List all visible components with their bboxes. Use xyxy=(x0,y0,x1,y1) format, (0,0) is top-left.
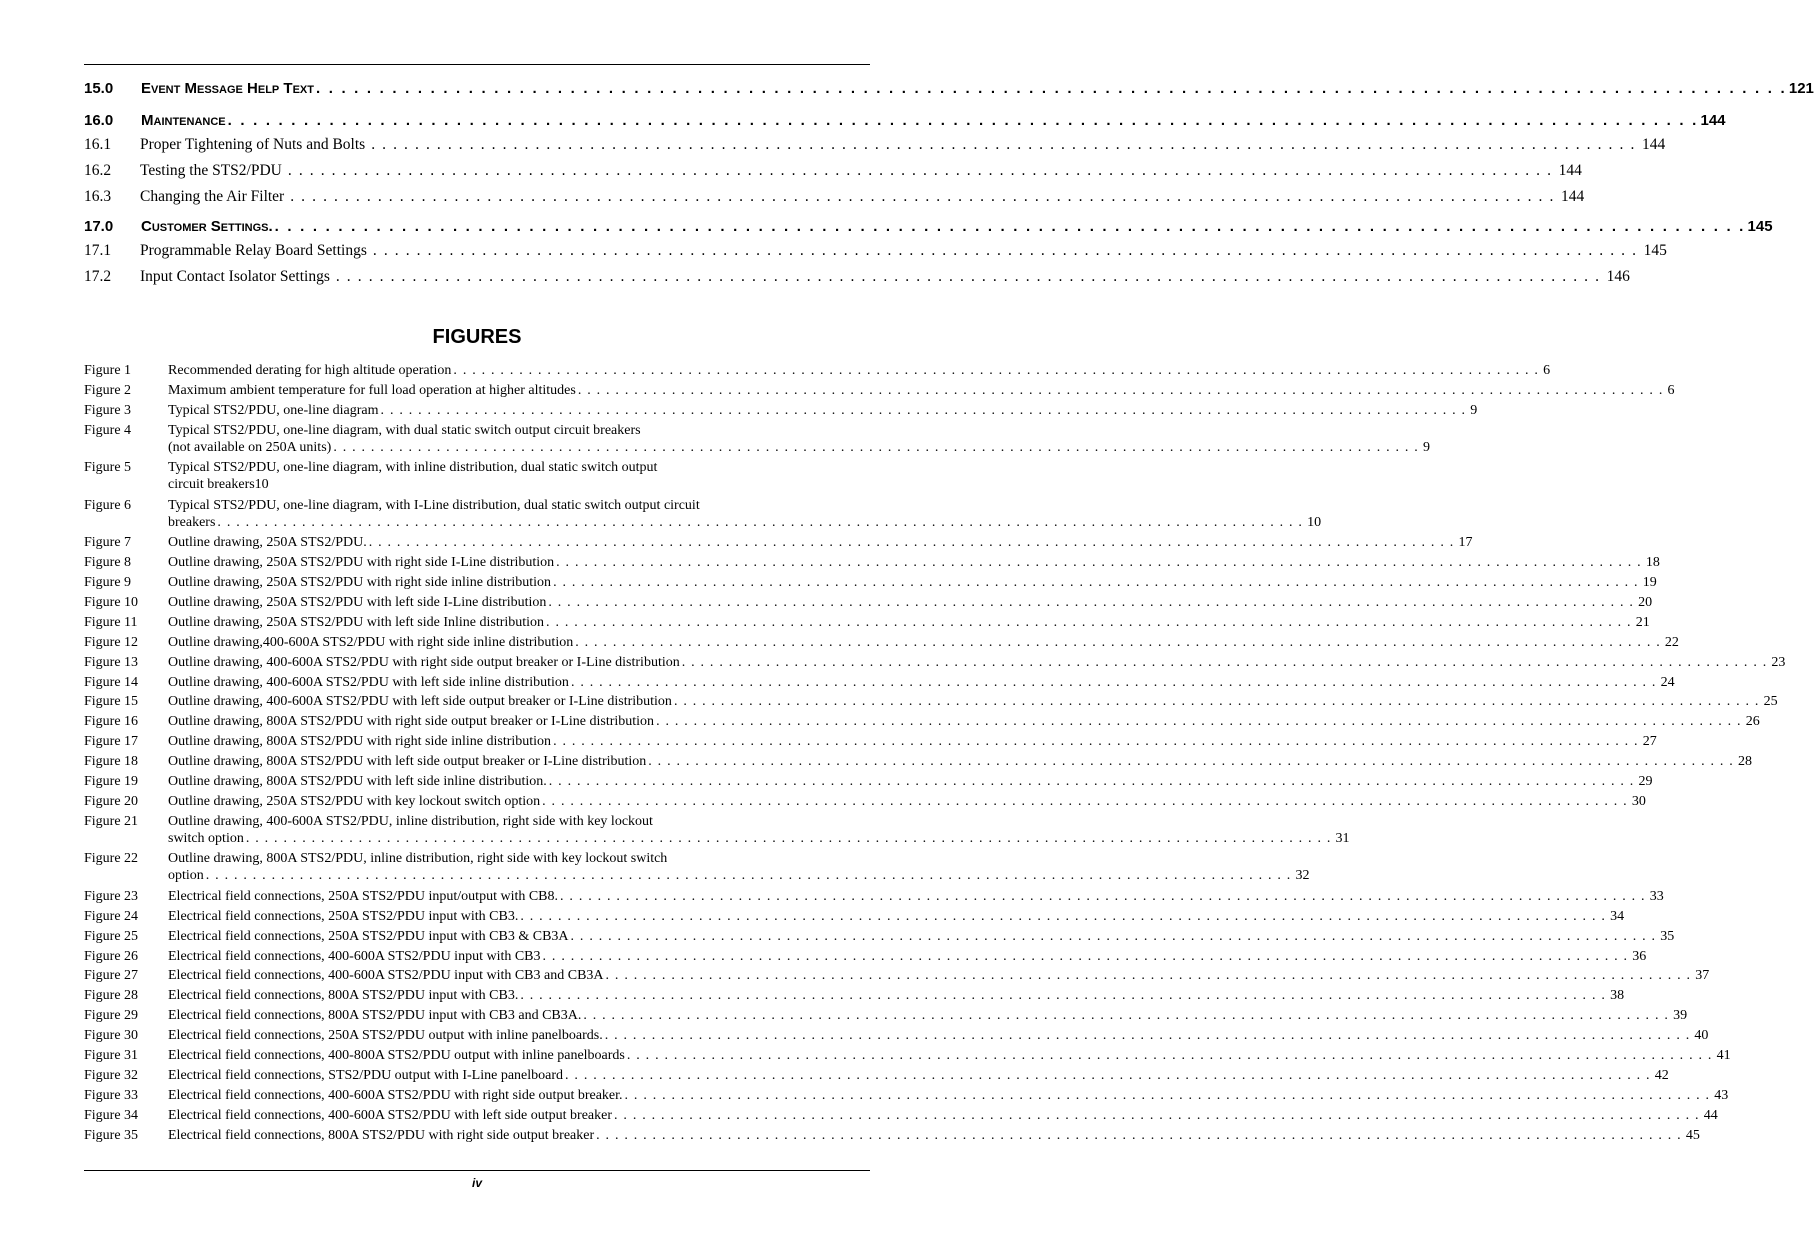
figure-page-number: 33 xyxy=(1649,888,1664,904)
figure-label: Figure 32 xyxy=(84,1067,139,1083)
figure-title: breakers xyxy=(168,514,216,530)
figure-title-line xyxy=(168,733,1657,750)
section-title: Event Message Help Text xyxy=(141,80,314,97)
figure-entry[interactable] xyxy=(84,382,1675,399)
dot-leader: . . . . . . . . . . . . . . . . . . . . . . . . . . . . . . . . . . . . . . . . . . . . . . . . . . . . . . . . . . . . . . . . . . . . . . . . . . . . . . . . . . . . . . . . . . . . . . . . . . . . . . . . . . . . . . . . . . . . xyxy=(553,575,1639,590)
figure-title: Electrical field connections, 250A STS2/PDU input with CB3. xyxy=(168,908,519,924)
figure-title-line xyxy=(168,1127,1700,1144)
figure-entry[interactable] xyxy=(84,634,1679,651)
figure-label: Figure 35 xyxy=(84,1127,139,1143)
figure-title: Outline drawing, 250A STS2/PDU with key lockout switch option xyxy=(168,793,541,809)
figure-title: Electrical field connections, 250A STS2/PDU output with inline panelboards. xyxy=(168,1028,603,1044)
figure-page-number: 40 xyxy=(1694,1028,1709,1044)
figure-label: Figure 14 xyxy=(84,674,139,690)
figure-title-line xyxy=(168,793,1646,810)
figure-page-number: 25 xyxy=(1763,694,1778,710)
figure-label: Figure 8 xyxy=(84,555,132,571)
dot-leader: . . . . . . . . . . . . . . . . . . . . . . . . . . . . . . . . . . . . . . . . . . . . . . . . . . . . . . . . . . . . . . . . . . . . . . . . . . . . . . . . . . . . . . . . . . . . . . . . . . . . . . . . . . . . . . . . . . . . xyxy=(605,968,1692,984)
figure-page-number: 29 xyxy=(1638,774,1653,789)
figure-entry[interactable] xyxy=(84,574,1657,591)
figure-label: Figure 22 xyxy=(84,851,139,867)
toc-subsection-entry[interactable] xyxy=(84,188,1585,206)
figure-entry[interactable] xyxy=(84,497,1322,531)
figure-entry[interactable] xyxy=(84,614,1650,631)
dot-leader: . . . . . . . . . . . . . . . . . . . . . . . . . . . . . . . . . . . . . . . . . . . . . . . . . . . . . . . . . . . . . . . . . . . . . . . . . . . . . . . . . . . . . . . . . . . . . . . . . . . . . . . . . . . . . . . . . . . . xyxy=(583,1008,1670,1024)
figures-heading: FIGURES xyxy=(432,326,522,348)
figure-label: Figure 30 xyxy=(84,1028,139,1044)
dot-leader: . . . . . . . . . . . . . . . . . . . . . . . . . . . . . . . . . . . . . . . . . . . . . . . . . . . . . . . . . . . . . . . . . . . . . . . . . . . . . . . . . . . . . . . . . . . . . . . . . . . . . . . . . . . . . . . . . . . . xyxy=(287,162,1553,179)
figure-entry[interactable] xyxy=(84,654,1786,671)
figure-page-number: 35 xyxy=(1660,928,1675,944)
dot-leader: . . . . . . . . . . . . . . . . . . . . . . . . . . . . . . . . . . . . . . . . . . . . . . . . . . . . . . . . . . . . . . . . . . . . . . . . . . . . . . . . . . . . . . . . . . . . . . . . . . . . . . . . . . . . . . . . . . . . xyxy=(520,908,1607,924)
figure-entry[interactable] xyxy=(84,693,1778,710)
figure-entry[interactable] xyxy=(84,1067,1669,1084)
dot-leader: . . . . . . . . . . . . . . . . . . . . . . . . . . . . . . . . . . . . . . . . . . . . . . . . . . . . . . . . . . . . . . . . . . . . . . . . . . . . . . . . . . . . . . . . . . . . . . . . . . . . . . . . . . . . . . . . . . . . xyxy=(553,734,1639,750)
figure-title: Typical STS2/PDU, one-line diagram, with inline distribution, dual static switch output xyxy=(168,460,658,476)
dot-leader: . . . . . . . . . . . . . . . . . . . . . . . . . . . . . . . . . . . . . . . . . . . . . . . . . . . . . . . . . . . . . . . . . . . . . . . . . . . . . . . . . . . . . . . . . . . . . . . . . . . . . . . . . . . . . . . . . . . . xyxy=(565,1067,1651,1083)
dot-leader: . . . . . . . . . . . . . . . . . . . . . . . . . . . . . . . . . . . . . . . . . . . . . . . . . . . . . . . . . . . . . . . . . . . . . . . . . . . . . . . . . . . . . . . . . . . . . . . . . . . . . . . . . . . . . . . . . . . . xyxy=(372,242,1638,259)
figure-title-line xyxy=(168,908,1625,925)
dot-leader: . . . . . . . . . . . . . . . . . . . . . . . . . . . . . . . . . . . . . . . . . . . . . . . . . . . . . . . . . . . . . . . . . . . . . . . . . . . . . . . . . . . . . . . . . . . . . . . . . . . . . . . . . . . . . . . . . . . . xyxy=(648,754,1734,770)
figure-page-number: 6 xyxy=(1667,382,1675,398)
subsection-number: 16.2 xyxy=(84,162,112,179)
figure-entry[interactable] xyxy=(84,713,1760,730)
figure-title-line xyxy=(168,674,1675,691)
figure-title-line xyxy=(168,594,1653,611)
section-page-number: 144 xyxy=(1700,112,1726,129)
figure-page-number: 20 xyxy=(1638,594,1653,610)
figure-title: Outline drawing, 400-600A STS2/PDU with left side inline distribution xyxy=(168,674,569,690)
toc-subsection-entry[interactable] xyxy=(84,136,1666,154)
figure-title: option xyxy=(168,868,204,884)
section-number: 17.0 xyxy=(84,218,114,235)
dot-leader: . . . . . . . . . . . . . . . . . . . . . . . . . . . . . . . . . . . . . . . . . . . . . . . . . . . . . . . . . . . . . . . . . . . . . . . . . . . . . . . . . . . . . . . . . . . . . . . . . . . . . . . . . . . . . . . . . . . . xyxy=(548,594,1635,610)
figure-page-number: 32 xyxy=(1295,868,1310,884)
figure-page-number: 27 xyxy=(1642,734,1657,750)
subsection-page-number: 146 xyxy=(1606,268,1630,285)
figure-title: (not available on 250A units) xyxy=(168,439,332,455)
figure-label: Figure 9 xyxy=(84,575,132,590)
figure-title-line xyxy=(168,753,1752,770)
figure-page-number: 19 xyxy=(1642,575,1657,590)
figure-title: Electrical field connections, 400-600A STS2/PDU input with CB3 xyxy=(168,948,541,964)
dot-leader: . . . . . . . . . . . . . . . . . . . . . . . . . . . . . . . . . . . . . . . . . . . . . . . . . . . . . . . . . . . . . . . . . . . . . . . . . . . . . . . . . . . . . . . . . . . . . . . . . . . . . . . . . . . . . . . . . . . . xyxy=(570,674,1657,690)
figure-title: Outline drawing, 400-600A STS2/PDU with left side output breaker or I-Line distribution xyxy=(168,694,672,710)
figure-entry[interactable] xyxy=(84,967,1710,984)
figure-entry[interactable] xyxy=(84,1087,1729,1104)
dot-leader: . . . . . . . . . . . . . . . . . . . . . . . . . . . . . . . . . . . . . . . . . . . . . . . . . . . . . . . . . . . . . . . . . . . . . . . . . . . . . . . . . . . . . . . . . . . . . . . . . . . . . . . . . . . . . . . . . . . . xyxy=(542,793,1628,809)
figure-label: Figure 10 xyxy=(84,594,139,610)
figure-page-number: 31 xyxy=(1335,830,1350,846)
figure-page-number: 45 xyxy=(1685,1127,1700,1143)
figure-label: Figure 11 xyxy=(84,614,138,630)
figure-title: circuit breakers10 xyxy=(168,477,269,493)
figure-page-number: 28 xyxy=(1737,754,1752,770)
figure-title-line xyxy=(168,850,870,867)
section-page-number: 121 xyxy=(1788,80,1814,97)
figure-title: Outline drawing, 250A STS2/PDU with right side I-Line distribution xyxy=(168,555,555,571)
toc-subsection-entry[interactable] xyxy=(84,242,1667,260)
figure-label: Figure 29 xyxy=(84,1008,139,1024)
figure-entry[interactable] xyxy=(84,987,1625,1004)
figure-title-line xyxy=(168,813,870,830)
figure-title-line xyxy=(168,948,1647,965)
toc-section-entry[interactable] xyxy=(84,112,1726,129)
figure-title: Outline drawing, 800A STS2/PDU with right side output breaker or I-Line distribution xyxy=(168,714,655,730)
subsection-page-number: 144 xyxy=(1558,162,1582,179)
figure-label: Figure 21 xyxy=(84,813,139,829)
dot-leader: . . . . . . . . . . . . . . . . . . . . . . . . . . . . . . . . . . . . . . . . . . . . . . . . . . . . . . . . . . . . . . . . . . . . . . . . . . . . . . . . . . . . . . . . . . . . . . . . . . . . . . . . . . . . . . . . . . . . xyxy=(575,634,1661,650)
page-number: iv xyxy=(471,1176,482,1190)
dot-leader: . . . . . . . . . . . . . . . . . . . . . . . . . . . . . . . . . . . . . . . . . . . . . . . . . . . . . . . . . . . . . . . . . . . . . . . . . . . . . . . . . . . . . . . . . . . . . . . . . . . . . . . . . . . . . . . . . . . . xyxy=(560,888,1646,904)
figure-title-line xyxy=(168,928,1675,945)
subsection-number: 16.3 xyxy=(84,188,112,205)
figure-entry[interactable] xyxy=(84,850,1310,884)
figure-title-line xyxy=(168,967,1710,984)
subsection-page-number: 144 xyxy=(1560,188,1585,205)
dot-leader: . . . . . . . . . . . . . . . . . . . . . . . . . . . . . . . . . . . . . . . . . . . . . . . . . . . . . . . . . . . . . . . . . . . . . . . . . . . . . . . . . . . . . . . . . . . . . . . . . . . . . . . . . . . . . . . . . . . . xyxy=(548,774,1635,789)
toc-subsection-entry[interactable] xyxy=(84,268,1630,286)
figure-label: Figure 27 xyxy=(84,968,139,984)
figure-title: Outline drawing, 250A STS2/PDU with left side I-Line distribution xyxy=(168,594,547,610)
figure-title: Outline drawing, 800A STS2/PDU with left side output breaker or I-Line distribution xyxy=(168,754,647,770)
figure-title: Electrical field connections, 400-600A STS2/PDU with right side output breaker. xyxy=(168,1087,623,1103)
figure-label: Figure 7 xyxy=(84,535,132,551)
figure-entry[interactable] xyxy=(84,674,1675,691)
figure-title: Outline drawing, 800A STS2/PDU with left side inline distribution. xyxy=(168,774,547,789)
dot-leader: . . . . . . . . . . . . . . . . . . . . . . . . . . . . . . . . . . . . . . . . . . . . . . . . . . . . . . . . . . . . . . . . . . . . . . . . . . . . . . . . . . . . . . . . . . . . . . . . . . . . . . . . . . . . . . . . . . . . xyxy=(227,112,1699,129)
figure-title-line xyxy=(168,439,1431,456)
figure-title: Electrical field connections, 400-600A STS2/PDU with left side output breaker xyxy=(168,1107,613,1123)
figure-title: Outline drawing, 250A STS2/PDU. xyxy=(168,535,367,551)
figure-title-line xyxy=(168,614,1650,631)
dot-leader: . . . . . . . . . . . . . . . . . . . . . . . . . . . . . . . . . . . . . . . . . . . . . . . . . . . . . . . . . . . . . . . . . . . . . . . . . . . . . . . . . . . . . . . . . . . . . . . . . . . . . . . . . . . . . . . . . . . . xyxy=(380,402,1467,418)
figure-title-line xyxy=(168,867,1310,884)
dot-leader: . . . . . . . . . . . . . . . . . . . . . . . . . . . . . . . . . . . . . . . . . . . . . . . . . . . . . . . . . . . . . . . . . . . . . . . . . . . . . . . . . . . . . . . . . . . . . . . . . . . . . . . . . . . . . . . . . . . . xyxy=(596,1127,1682,1143)
figure-label: Figure 28 xyxy=(84,988,139,1004)
figure-entry[interactable] xyxy=(84,1127,1700,1144)
figure-entry[interactable] xyxy=(84,554,1660,571)
figure-title-line xyxy=(168,497,870,514)
figure-entry[interactable] xyxy=(84,1107,1718,1124)
figure-title-line xyxy=(168,888,1664,905)
figure-label: Figure 26 xyxy=(84,948,139,964)
figure-label: Figure 12 xyxy=(84,634,139,650)
figure-title-line xyxy=(168,362,1551,379)
dot-leader: . . . . . . . . . . . . . . . . . . . . . . . . . . . . . . . . . . . . . . . . . . . . . . . . . . . . . . . . . . . . . . . . . . . . . . . . . . . . . . . . . . . . . . . . . . . . . . . . . . . . . . . . . . . . . . . . . . . . xyxy=(245,830,1332,846)
bottom-rule xyxy=(84,1170,870,1171)
dot-leader: . . . . . . . . . . . . . . . . . . . . . . . . . . . . . . . . . . . . . . . . . . . . . . . . . . . . . . . . . . . . . . . . . . . . . . . . . . . . . . . . . . . . . . . . . . . . . . . . . . . . . . . . . . . . . . . . . . . . xyxy=(570,928,1657,944)
figure-entry[interactable] xyxy=(84,534,1473,551)
figure-page-number: 30 xyxy=(1631,793,1646,809)
figure-label: Figure 6 xyxy=(84,497,132,513)
figure-label: Figure 4 xyxy=(84,422,132,438)
top-rule xyxy=(84,64,870,65)
figure-entry[interactable] xyxy=(84,888,1664,905)
figure-title-line xyxy=(168,402,1478,419)
figure-title: Typical STS2/PDU, one-line diagram, with I-Line distribution, dual static switch output circuit xyxy=(168,497,700,513)
figure-title: Electrical field connections, 800A STS2/PDU with right side output breaker xyxy=(168,1127,595,1143)
dot-leader: . . . . . . . . . . . . . . . . . . . . . . . . . . . . . . . . . . . . . . . . . . . . . . . . . . . . . . . . . . . . . . . . . . . . . . . . . . . . . . . . . . . . . . . . . . . . . . . . . . . . . . . . . . . . . . . . . . . . xyxy=(371,136,1636,153)
figure-entry[interactable] xyxy=(84,813,1350,847)
figure-entry[interactable] xyxy=(84,928,1675,945)
figure-page-number: 43 xyxy=(1714,1087,1729,1103)
subsection-title: Programmable Relay Board Settings xyxy=(140,242,367,259)
figure-title-line xyxy=(168,1087,1729,1104)
figure-entry[interactable] xyxy=(84,594,1653,611)
dot-leader: . . . . . . . . . . . . . . . . . . . . . . . . . . . . . . . . . . . . . . . . . . . . . . . . . . . . . . . . . . . . . . . . . . . . . . . . . . . . . . . . . . . . . . . . . . . . . . . . . . . . . . . . . . . . . . . . . . . . xyxy=(542,948,1629,964)
figure-title: Electrical field connections, 250A STS2/PDU input/output with CB8. xyxy=(168,888,559,904)
figure-entry[interactable] xyxy=(84,1047,1731,1064)
figure-title-line xyxy=(168,1047,1731,1064)
figure-label: Figure 24 xyxy=(84,908,139,924)
dot-leader: . . . . . . . . . . . . . . . . . . . . . . . . . . . . . . . . . . . . . . . . . . . . . . . . . . . . . . . . . . . . . . . . . . . . . . . . . . . . . . . . . . . . . . . . . . . . . . . . . . . . . . . . . . . . . . . . . . . . xyxy=(673,694,1760,710)
dot-leader: . . . . . . . . . . . . . . . . . . . . . . . . . . . . . . . . . . . . . . . . . . . . . . . . . . . . . . . . . . . . . . . . . . . . . . . . . . . . . . . . . . . . . . . . . . . . . . . . . . . . . . . . . . . . . . . . . . . . xyxy=(656,714,1742,730)
figure-title: Outline drawing, 400-600A STS2/PDU with right side output breaker or I-Line distribution xyxy=(168,654,680,670)
figure-title-line xyxy=(168,634,1679,651)
figure-title-line xyxy=(168,987,1625,1004)
figure-title: Outline drawing, 250A STS2/PDU with right side inline distribution xyxy=(168,575,552,590)
figure-title-line xyxy=(168,514,1322,531)
toc-section-entry[interactable] xyxy=(84,218,1773,235)
figure-title: Electrical field connections, 400-800A STS2/PDU output with inline panelboards xyxy=(168,1048,625,1063)
figure-title: switch option xyxy=(168,830,244,846)
figure-label: Figure 13 xyxy=(84,654,139,670)
figure-title-line xyxy=(168,459,870,476)
figure-title-line xyxy=(168,1107,1718,1124)
subsection-number: 17.1 xyxy=(84,242,112,259)
figure-title-line xyxy=(168,830,1350,847)
dot-leader: . . . . . . . . . . . . . . . . . . . . . . . . . . . . . . . . . . . . . . . . . . . . . . . . . . . . . . . . . . . . . . . . . . . . . . . . . . . . . . . . . . . . . . . . . . . . . . . . . . . . . . . . . . . . . . . . . . . . xyxy=(604,1028,1691,1044)
figure-title-line xyxy=(168,1067,1669,1084)
figure-title-line xyxy=(168,382,1675,399)
dot-leader: . . . . . . . . . . . . . . . . . . . . . . . . . . . . . . . . . . . . . . . . . . . . . . . . . . . . . . . . . . . . . . . . . . . . . . . . . . . . . . . . . . . . . . . . . . . . . . . . . . . . . . . . . . . . . . . . . . . . xyxy=(546,614,1632,630)
figure-page-number: 41 xyxy=(1716,1048,1731,1063)
dot-leader: . . . . . . . . . . . . . . . . . . . . . . . . . . . . . . . . . . . . . . . . . . . . . . . . . . . . . . . . . . . . . . . . . . . . . . . . . . . . . . . . . . . . . . . . . . . . . . . . . . . . . . . . . . . . . . . . . . . . xyxy=(368,535,1455,551)
figure-label: Figure 34 xyxy=(84,1107,139,1123)
figure-title: Electrical field connections, 800A STS2/PDU input with CB3. xyxy=(168,988,519,1004)
figure-page-number: 18 xyxy=(1645,555,1660,571)
figure-page-number: 44 xyxy=(1703,1107,1718,1123)
figure-title: Outline drawing, 250A STS2/PDU with left side Inline distribution xyxy=(168,614,545,630)
figure-label: Figure 31 xyxy=(84,1048,139,1063)
figure-label: Figure 3 xyxy=(84,402,132,418)
figure-title: Outline drawing, 800A STS2/PDU, inline distribution, right side with key lockout switch xyxy=(168,851,668,867)
figure-page-number: 34 xyxy=(1610,908,1625,924)
figure-entry[interactable] xyxy=(84,773,1653,790)
figure-label: Figure 5 xyxy=(84,460,132,476)
subsection-title: Input Contact Isolator Settings xyxy=(140,268,330,285)
subsection-number: 17.2 xyxy=(84,268,112,285)
subsection-title: Changing the Air Filter xyxy=(140,188,285,205)
figure-title-line xyxy=(168,773,1653,790)
figure-title-line xyxy=(168,654,1786,671)
dot-leader: . . . . . . . . . . . . . . . . . . . . . . . . . . . . . . . . . . . . . . . . . . . . . . . . . . . . . . . . . . . . . . . . . . . . . . . . . . . . . . . . . . . . . . . . . . . . . . . . . . . . . . . . . . . . . . . . . . . . xyxy=(333,439,1420,455)
section-number: 16.0 xyxy=(84,112,114,129)
figure-title-line xyxy=(168,534,1473,551)
subsection-page-number: 144 xyxy=(1641,136,1666,153)
figure-title-line xyxy=(168,1007,1688,1024)
figure-title: Typical STS2/PDU, one-line diagram xyxy=(168,402,379,418)
figure-entry[interactable] xyxy=(84,1007,1688,1024)
section-title: Customer Settings. xyxy=(141,218,273,235)
toc-section-entry[interactable] xyxy=(84,80,1814,97)
figure-entry[interactable] xyxy=(84,1027,1709,1044)
dot-leader: . . . . . . . . . . . . . . . . . . . . . . . . . . . . . . . . . . . . . . . . . . . . . . . . . . . . . . . . . . . . . . . . . . . . . . . . . . . . . . . . . . . . . . . . . . . . . . . . . . . . . . . . . . . . . . . . . . . . xyxy=(624,1087,1711,1103)
figure-label: Figure 1 xyxy=(84,363,132,378)
subsection-title: Testing the STS2/PDU xyxy=(140,162,282,179)
dot-leader: . . . . . . . . . . . . . . . . . . . . . . . . . . . . . . . . . . . . . . . . . . . . . . . . . . . . . . . . . . . . . . . . . . . . . . . . . . . . . . . . . . . . . . . . . . . . . . . . . . . . . . . . . . . . . . . . . . . . xyxy=(577,382,1664,398)
dot-leader: . . . . . . . . . . . . . . . . . . . . . . . . . . . . . . . . . . . . . . . . . . . . . . . . . . . . . . . . . . . . . . . . . . . . . . . . . . . . . . . . . . . . . . . . . . . . . . . . . . . . . . . . . . . . . . . . . . . . xyxy=(520,988,1607,1004)
figure-entry[interactable] xyxy=(84,459,870,493)
figure-entry[interactable] xyxy=(84,402,1478,419)
section-title: Maintenance xyxy=(141,112,226,129)
figure-page-number: 6 xyxy=(1543,363,1551,378)
figure-page-number: 17 xyxy=(1458,535,1473,551)
figure-title-line xyxy=(168,1027,1709,1044)
figure-label: Figure 20 xyxy=(84,793,139,809)
figure-page-number: 39 xyxy=(1673,1008,1688,1024)
figure-entry[interactable] xyxy=(84,948,1647,965)
figure-page-number: 42 xyxy=(1654,1067,1669,1083)
figure-entry[interactable] xyxy=(84,733,1657,750)
figure-entry[interactable] xyxy=(84,753,1752,770)
figure-entry[interactable] xyxy=(84,908,1625,925)
figure-page-number: 36 xyxy=(1632,948,1647,964)
figure-title: Electrical field connections, 800A STS2/PDU input with CB3 and CB3A. xyxy=(168,1008,582,1024)
figure-label: Figure 25 xyxy=(84,928,139,944)
figure-page-number: 22 xyxy=(1664,634,1679,650)
section-page-number: 145 xyxy=(1747,218,1773,235)
figure-entry[interactable] xyxy=(84,793,1646,810)
figure-label: Figure 33 xyxy=(84,1087,139,1103)
figure-title: Maximum ambient temperature for full load operation at higher altitudes xyxy=(168,382,576,398)
dot-leader: . . . . . . . . . . . . . . . . . . . . . . . . . . . . . . . . . . . . . . . . . . . . . . . . . . . . . . . . . . . . . . . . . . . . . . . . . . . . . . . . . . . . . . . . . . . . . . . . . . . . . . . . . . . . . . . . . . . . xyxy=(453,363,1540,378)
toc-subsection-entry[interactable] xyxy=(84,162,1582,180)
dot-leader: . . . . . . . . . . . . . . . . . . . . . . . . . . . . . . . . . . . . . . . . . . . . . . . . . . . . . . . . . . . . . . . . . . . . . . . . . . . . . . . . . . . . . . . . . . . . . . . . . . . . . . . . . . . . . . . . . . . . xyxy=(217,514,1304,530)
dot-leader: . . . . . . . . . . . . . . . . . . . . . . . . . . . . . . . . . . . . . . . . . . . . . . . . . . . . . . . . . . . . . . . . . . . . . . . . . . . . . . . . . . . . . . . . . . . . . . . . . . . . . . . . . . . . . . . . . . . . xyxy=(614,1107,1700,1123)
figure-label: Figure 15 xyxy=(84,694,139,710)
figure-page-number: 9 xyxy=(1423,439,1431,455)
dot-leader: . . . . . . . . . . . . . . . . . . . . . . . . . . . . . . . . . . . . . . . . . . . . . . . . . . . . . . . . . . . . . . . . . . . . . . . . . . . . . . . . . . . . . . . . . . . . . . . . . . . . . . . . . . . . . . . . . . . . xyxy=(205,868,1292,884)
figure-label: Figure 17 xyxy=(84,734,139,750)
figure-label: Figure 2 xyxy=(84,382,132,398)
figure-label: Figure 23 xyxy=(84,888,139,904)
figure-title: Electrical field connections, 250A STS2/PDU input with CB3 & CB3A xyxy=(168,928,569,944)
figure-page-number: 37 xyxy=(1695,968,1710,984)
dot-leader: . . . . . . . . . . . . . . . . . . . . . . . . . . . . . . . . . . . . . . . . . . . . . . . . . . . . . . . . . . . . . . . . . . . . . . . . . . . . . . . . . . . . . . . . . . . . . . . . . . . . . . . . . . . . . . . . . . . . xyxy=(556,555,1642,571)
figure-page-number: 23 xyxy=(1771,654,1786,670)
figure-page-number: 24 xyxy=(1660,674,1675,690)
dot-leader: . . . . . . . . . . . . . . . . . . . . . . . . . . . . . . . . . . . . . . . . . . . . . . . . . . . . . . . . . . . . . . . . . . . . . . . . . . . . . . . . . . . . . . . . . . . . . . . . . . . . . . . . . . . . . . . . . . . . xyxy=(290,188,1555,205)
figure-entry[interactable] xyxy=(84,362,1551,379)
figure-page-number: 10 xyxy=(1307,514,1322,530)
dot-leader: . . . . . . . . . . . . . . . . . . . . . . . . . . . . . . . . . . . . . . . . . . . . . . . . . . . . . . . . . . . . . . . . . . . . . . . . . . . . . . . . . . . . . . . . . . . . . . . . . . . . . . . . . . . . . . . . . . . . xyxy=(626,1048,1713,1063)
figure-title: Outline drawing, 800A STS2/PDU with right side inline distribution xyxy=(168,734,552,750)
subsection-title: Proper Tightening of Nuts and Bolts xyxy=(140,136,366,153)
figure-label: Figure 19 xyxy=(84,774,139,789)
figure-title-line xyxy=(168,713,1760,730)
figure-page-number: 26 xyxy=(1745,714,1760,730)
figure-title: Outline drawing, 400-600A STS2/PDU, inline distribution, right side with key lockout xyxy=(168,813,653,829)
section-number: 15.0 xyxy=(84,80,114,97)
dot-leader: . . . . . . . . . . . . . . . . . . . . . . . . . . . . . . . . . . . . . . . . . . . . . . . . . . . . . . . . . . . . . . . . . . . . . . . . . . . . . . . . . . . . . . . . . . . . . . . . . . . . . . . . . . . . . . . . . . . . xyxy=(335,268,1601,285)
figure-entry[interactable] xyxy=(84,422,1431,456)
figure-title: Electrical field connections, STS2/PDU output with I-Line panelboard xyxy=(168,1067,564,1083)
figure-label: Figure 18 xyxy=(84,754,139,770)
figure-page-number: 9 xyxy=(1470,402,1478,418)
figure-title: Recommended derating for high altitude operation xyxy=(168,363,452,378)
figure-title-line xyxy=(168,574,1657,591)
figure-title: Electrical field connections, 400-600A STS2/PDU input with CB3 and CB3A xyxy=(168,968,604,984)
figure-title-line xyxy=(168,476,870,493)
figure-page-number: 38 xyxy=(1610,988,1625,1004)
figure-title: Typical STS2/PDU, one-line diagram, with dual static switch output circuit breakers xyxy=(168,422,641,438)
figure-title-line xyxy=(168,422,870,439)
figure-page-number: 21 xyxy=(1635,614,1650,630)
dot-leader: . . . . . . . . . . . . . . . . . . . . . . . . . . . . . . . . . . . . . . . . . . . . . . . . . . . . . . . . . . . . . . . . . . . . . . . . . . . . . . . . . . . . . . . . . . . . . . . . . . . . . . . . . . . . . . . . . . . . xyxy=(315,80,1787,97)
figure-title: Outline drawing,400-600A STS2/PDU with right side inline distribution xyxy=(168,634,574,650)
figure-label: Figure 16 xyxy=(84,714,139,730)
subsection-number: 16.1 xyxy=(84,136,112,153)
subsection-page-number: 145 xyxy=(1643,242,1667,259)
figure-title-line xyxy=(168,554,1660,571)
dot-leader: . . . . . . . . . . . . . . . . . . . . . . . . . . . . . . . . . . . . . . . . . . . . . . . . . . . . . . . . . . . . . . . . . . . . . . . . . . . . . . . . . . . . . . . . . . . . . . . . . . . . . . . . . . . . . . . . . . . . xyxy=(681,654,1768,670)
figure-title-line xyxy=(168,693,1778,710)
dot-leader: . . . . . . . . . . . . . . . . . . . . . . . . . . . . . . . . . . . . . . . . . . . . . . . . . . . . . . . . . . . . . . . . . . . . . . . . . . . . . . . . . . . . . . . . . . . . . . . . . . . . . . . . . . . . . . . . . . . . xyxy=(274,218,1746,235)
